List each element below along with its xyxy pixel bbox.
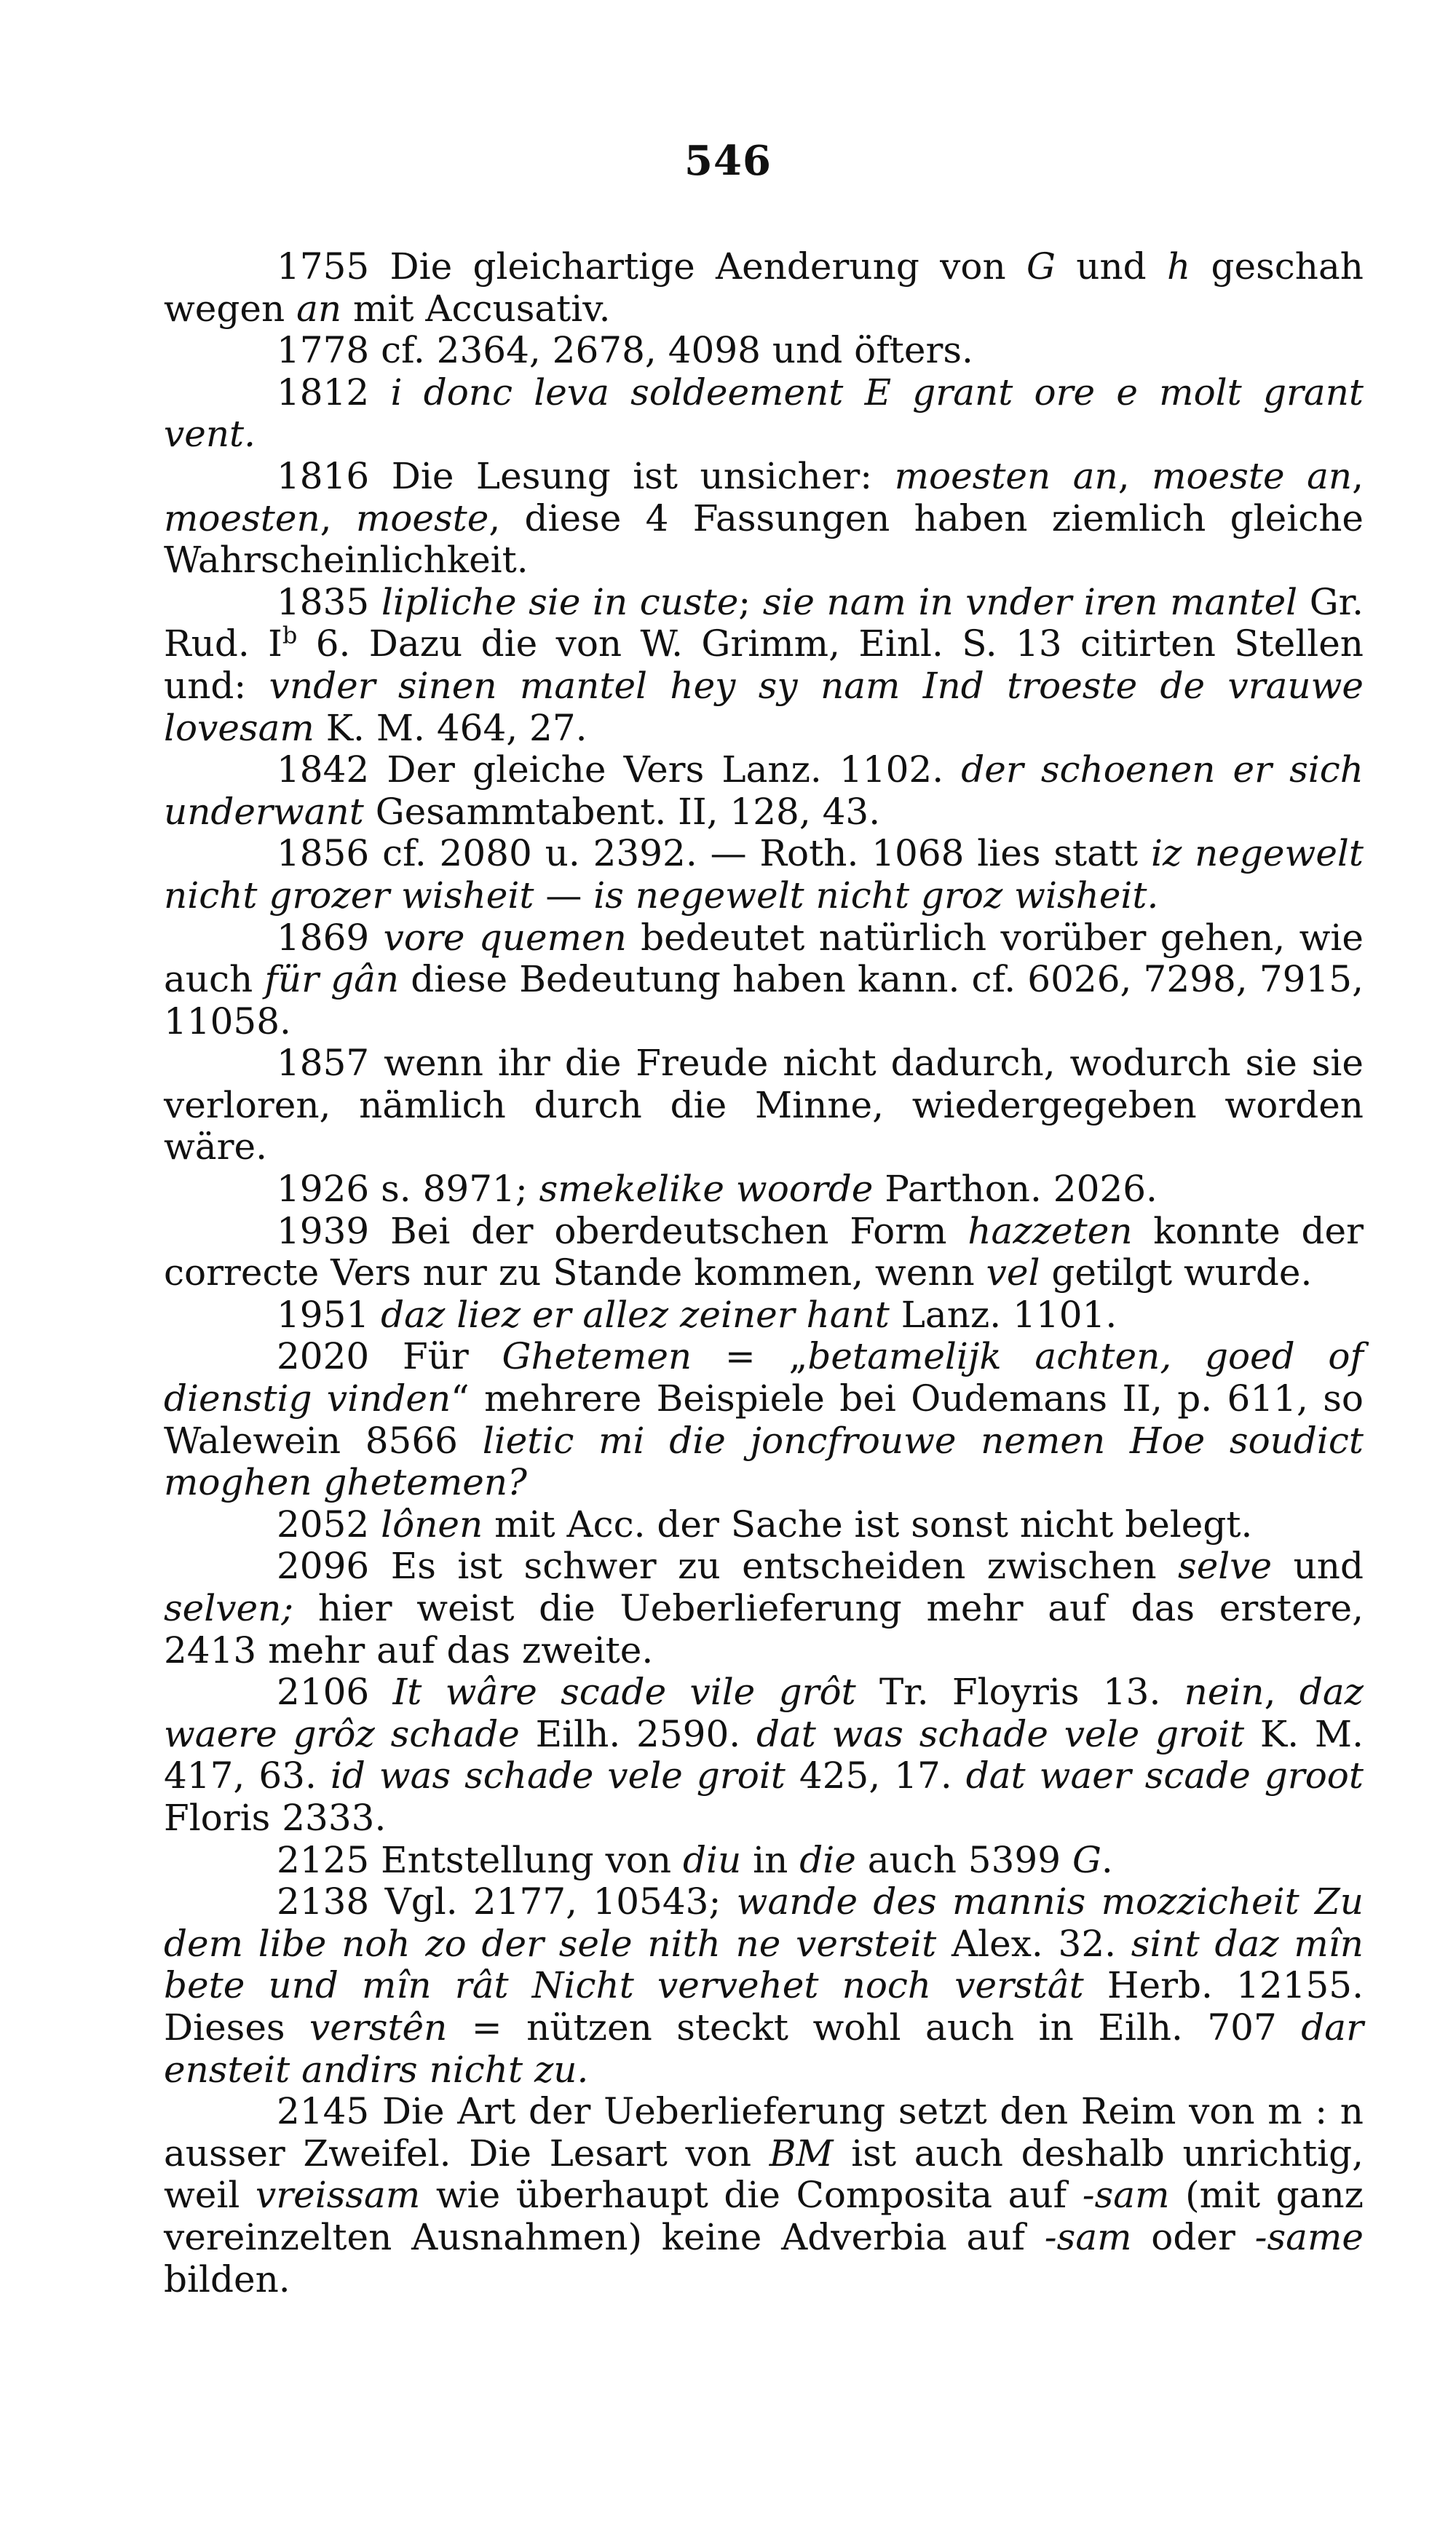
note-italic-text: moesten — [164, 496, 320, 539]
note-text: “ mehrere Beispiele bei Oudemans II, p. 611, so Walewein 8566 — [164, 1377, 1364, 1462]
note-text: Gesammtabent. II, 128, 43. — [363, 790, 881, 833]
note-italic-text: sint daz mîn bete und mîn rât Nicht vervehet noch verstât — [164, 1922, 1364, 2007]
note-italic-text: Ghetemen — [502, 1335, 692, 1378]
note-text: ist auch deshalb unrichtig, weil — [164, 2132, 1364, 2217]
note-italic-text: diu — [683, 1838, 742, 1881]
note-2138 — [164, 1881, 1364, 2091]
note-italic-text: iz negewelt nicht grozer wisheit — [164, 832, 1364, 917]
note-2125 — [164, 1840, 1364, 1882]
note-2106 — [164, 1671, 1364, 1839]
note-1755 — [164, 246, 1364, 330]
note-text: bilden. — [164, 2258, 290, 2300]
note-text: , — [320, 496, 356, 539]
note-2145 — [164, 2091, 1364, 2300]
note-italic-text: für gân — [264, 958, 400, 1001]
note-italic-text: lietic mi die joncfrouwe nemen Hoe soudict moghen ghetemen? — [164, 1419, 1364, 1504]
note-text: , — [1352, 454, 1364, 497]
note-superscript: b — [282, 621, 298, 649]
note-1857 — [164, 1043, 1364, 1168]
note-text: 1856 cf. 2080 u. 2392. — Roth. 1068 lies statt — [277, 832, 1151, 875]
note-text: wie überhaupt die Composita auf — [420, 2174, 1083, 2217]
note-italic-text: vnder sinen mantel hey sy nam Ind troeste de vrauwe lovesam — [164, 664, 1364, 749]
note-italic-text: sie nam in vnder iren mantel — [762, 580, 1298, 623]
note-text: 1812 — [277, 371, 391, 414]
note-text: 1755 Die gleichartige Aenderung von — [277, 245, 1027, 288]
note-1778 — [164, 330, 1364, 372]
note-text: 2125 Entstellung von — [277, 1838, 684, 1881]
page-number: 546 — [684, 137, 772, 185]
note-2096 — [164, 1546, 1364, 1671]
note-text: 6. Dazu die von W. Grimm, Einl. S. 13 citirten Stellen und: — [164, 622, 1364, 707]
note-text: . — [1101, 1838, 1113, 1881]
note-text: 1869 — [277, 916, 384, 959]
note-italic-text: It wâre scade vile grôt — [392, 1671, 856, 1714]
note-text: mit Accusativ. — [341, 287, 611, 330]
note-text: Parthon. 2026. — [873, 1168, 1158, 1211]
note-text: Tr. Floyris 13. — [855, 1671, 1184, 1714]
note-1856 — [164, 833, 1364, 917]
note-italic-text: nein — [1184, 1671, 1265, 1714]
note-italic-text: lipliche sie in custe — [381, 580, 739, 623]
note-italic-text: smekelike woorde — [539, 1168, 874, 1211]
commentary-notes — [164, 246, 1364, 2300]
note-italic-text: die — [799, 1838, 856, 1881]
note-italic-text: hazzeten — [968, 1209, 1133, 1252]
note-text: hier weist die Ueberlieferung mehr auf das erstere, 2413 mehr auf das zweite. — [164, 1587, 1364, 1671]
note-text: — — [534, 874, 594, 917]
note-2020 — [164, 1336, 1364, 1503]
note-text: Lanz. 1101. — [889, 1293, 1117, 1336]
note-italic-text: -sam — [1044, 2215, 1132, 2258]
note-text: 2138 Vgl. 2177, 10543; — [277, 1880, 737, 1923]
note-text: 1926 s. 8971; — [277, 1168, 539, 1211]
note-italic-text: moeste — [355, 496, 489, 539]
note-text: diese Bedeutung haben kann. cf. 6026, 7298, 7915, 11058. — [164, 958, 1364, 1043]
note-text: konnte der correcte Vers nur zu Stande kommen, wenn — [164, 1209, 1364, 1294]
note-italic-text: betamelijk achten, goed of dienstig vinden — [164, 1335, 1364, 1420]
note-text: auch 5399 — [855, 1838, 1072, 1881]
note-text: 1778 cf. 2364, 2678, 4098 und öfters. — [277, 329, 973, 372]
note-1812 — [164, 372, 1364, 456]
note-text: K. M. 464, 27. — [314, 706, 587, 749]
note-text: Herb. 12155. Dieses — [164, 1964, 1364, 2049]
note-text: = „ — [692, 1335, 808, 1378]
note-italic-text: an — [296, 287, 342, 330]
note-text: 1835 — [277, 580, 381, 623]
note-italic-text: G — [1026, 245, 1056, 288]
note-text: 1939 Bei der oberdeutschen Form — [277, 1209, 968, 1252]
note-text: , diese 4 Fassungen haben ziemlich gleiche Wahrscheinlichkeit. — [164, 496, 1364, 582]
note-italic-text: dat was schade vele groit — [756, 1712, 1245, 1755]
note-text: Gr. Rud. I — [164, 580, 1364, 665]
note-text: 1842 Der gleiche Vers Lanz. 1102. — [277, 748, 962, 791]
note-italic-text: daz waere grôz schade — [164, 1671, 1364, 1755]
note-italic-text: lônen — [381, 1503, 483, 1546]
note-italic-text: moeste an — [1152, 454, 1353, 497]
note-italic-text: selven; — [164, 1587, 294, 1629]
note-text: 1857 wenn ihr die Freude nicht dadurch, wodurch sie sie verloren, nämlich durch die Minne, wiedergegeben worden wäre. — [164, 1042, 1364, 1168]
note-text: 2020 Für — [277, 1335, 502, 1378]
note-italic-text: i donc leva soldeement E grant ore e molt grant vent. — [164, 371, 1364, 456]
note-italic-text: dat waer scade groot — [965, 1754, 1364, 1797]
note-1869 — [164, 917, 1364, 1043]
note-italic-text: -same — [1254, 2215, 1364, 2258]
note-italic-text: G — [1072, 1838, 1101, 1881]
note-italic-text: daz liez er allez zeiner hant — [381, 1293, 890, 1336]
note-italic-text: moesten an — [894, 454, 1118, 497]
note-italic-text: wande des mannis mozzicheit Zu dem libe noh zo der sele nith ne versteit — [164, 1880, 1364, 1965]
note-text: geschah wegen — [164, 245, 1364, 330]
note-text: K. M. 417, 63. — [164, 1712, 1364, 1797]
note-italic-text: verstên — [309, 2006, 448, 2049]
note-italic-text: selve — [1178, 1545, 1273, 1588]
note-text: 2052 — [277, 1503, 381, 1546]
note-text: (mit ganz vereinzelten Ausnahmen) keine Adverbia auf — [164, 2174, 1364, 2258]
note-text: Floris 2333. — [164, 1796, 387, 1839]
note-text: = nützen steckt wohl auch in Eilh. 707 — [447, 2006, 1302, 2049]
note-italic-text: der schoenen er sich underwant — [164, 748, 1364, 833]
note-text: und — [1055, 245, 1168, 288]
note-text: und — [1272, 1545, 1364, 1588]
note-text: 1951 — [277, 1293, 381, 1336]
note-italic-text: BM — [769, 2132, 834, 2175]
note-italic-text: h — [1167, 245, 1191, 288]
note-1939 — [164, 1211, 1364, 1294]
note-text: 2106 — [277, 1671, 393, 1714]
note-text: getilgt wurde. — [1040, 1251, 1313, 1294]
note-text: Eilh. 2590. — [519, 1712, 756, 1755]
note-1842 — [164, 749, 1364, 833]
note-italic-text: vel — [986, 1251, 1040, 1294]
note-1835 — [164, 582, 1364, 749]
note-italic-text: dar ensteit andirs nicht zu. — [164, 2006, 1364, 2091]
note-2052 — [164, 1504, 1364, 1546]
note-1951 — [164, 1294, 1364, 1337]
note-text: in — [741, 1838, 800, 1881]
note-text: , — [1264, 1671, 1299, 1714]
note-italic-text: vore quemen — [383, 916, 627, 959]
note-text: oder — [1131, 2215, 1255, 2258]
note-text: 2096 Es ist schwer zu entscheiden zwischen — [277, 1545, 1179, 1588]
note-text: , — [1117, 454, 1152, 497]
note-italic-text: vreissam — [255, 2174, 421, 2217]
note-text: 425, 17. — [785, 1754, 966, 1797]
note-italic-text: -sam — [1082, 2174, 1170, 2217]
note-text: ; — [738, 580, 763, 623]
note-text: bedeutet natürlich vorüber gehen, wie auch — [164, 916, 1364, 1001]
note-italic-text: id was schade vele groit — [330, 1754, 786, 1797]
note-1926 — [164, 1168, 1364, 1211]
note-text: 1816 Die Lesung ist unsicher: — [277, 454, 895, 497]
note-italic-text: is negewelt nicht groz wisheit. — [593, 874, 1159, 917]
note-1816 — [164, 456, 1364, 582]
note-text: Alex. 32. — [936, 1922, 1131, 1965]
note-text: mit Acc. der Sache ist sonst nicht belegt. — [483, 1503, 1253, 1546]
note-text: 2145 Die Art der Ueberlieferung setzt den Reim von m : n ausser Zweifel. Die Lesart von — [164, 2090, 1364, 2175]
